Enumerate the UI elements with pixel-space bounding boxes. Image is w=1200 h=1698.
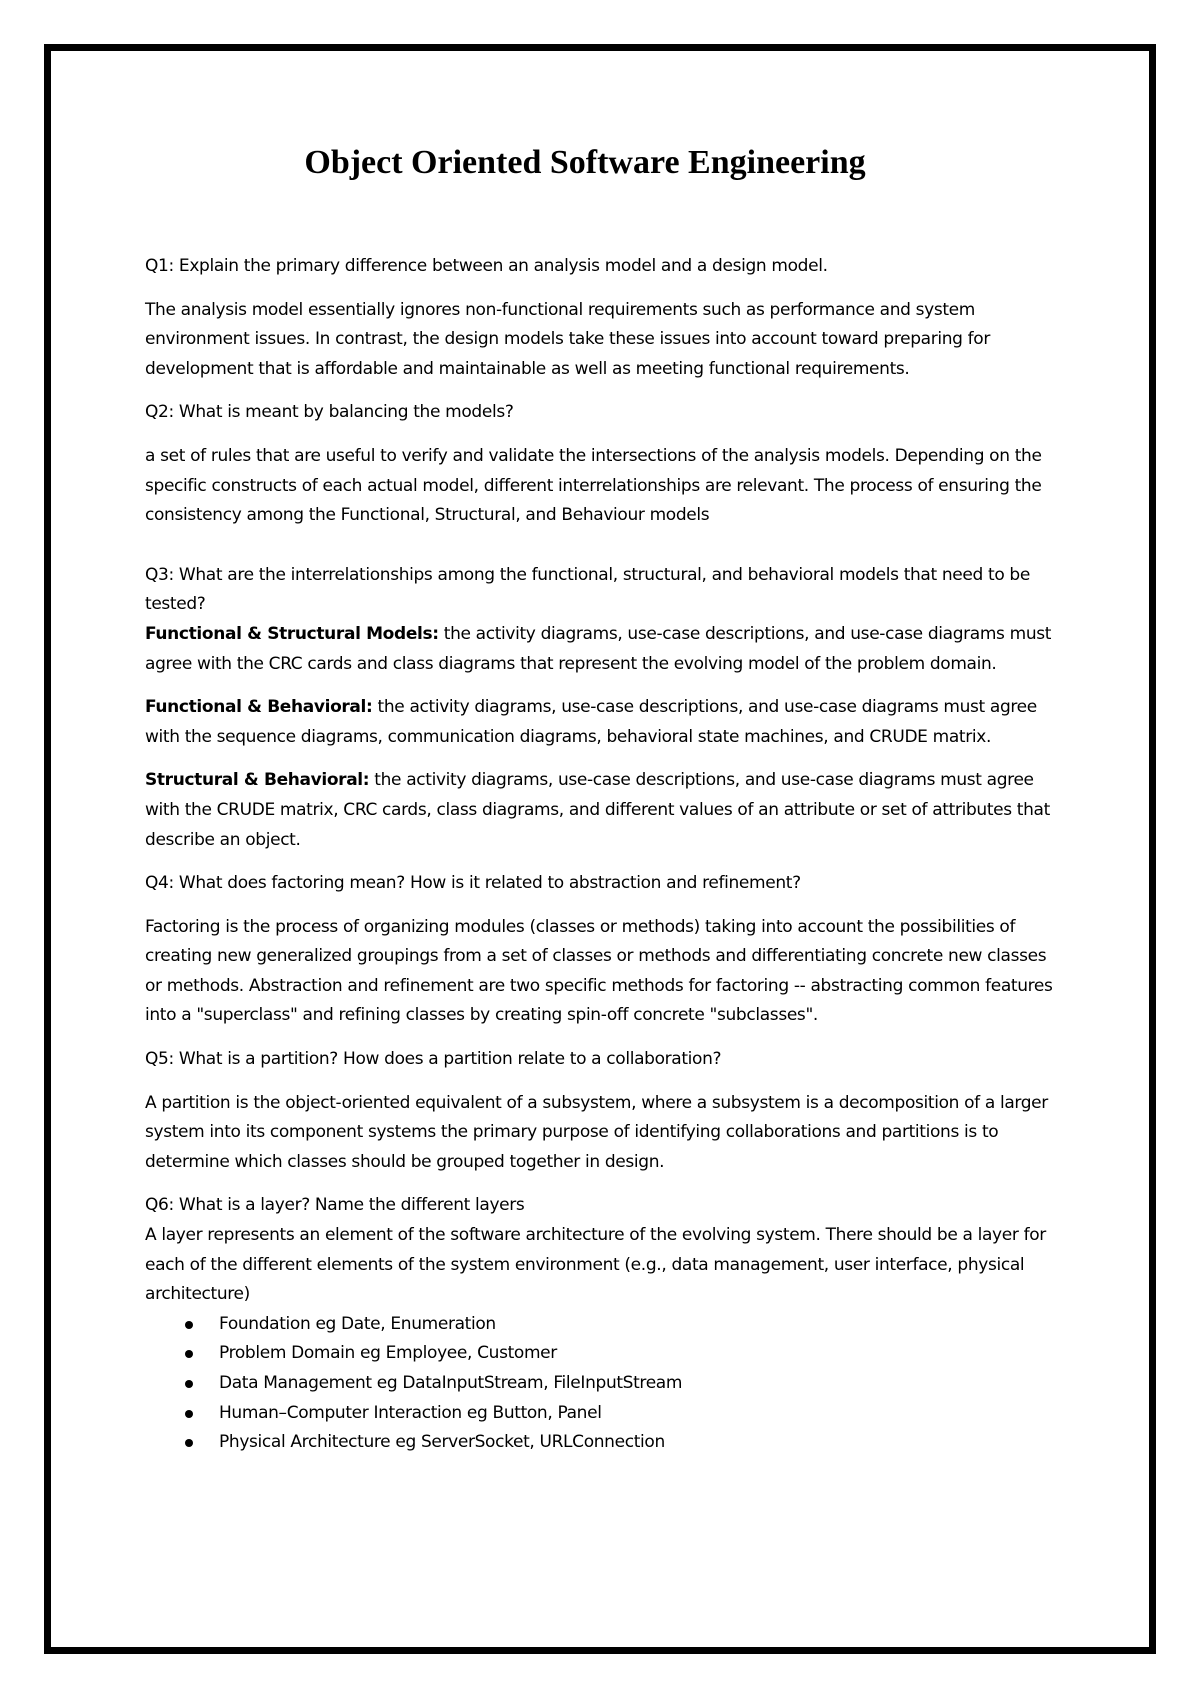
document-title: Object Oriented Software Engineering [304,144,866,181]
q6-question [145,1191,1065,1221]
list-item [185,1399,1065,1429]
q2-answer: a set of rules that are useful to verify and validate the intersections of the analysis models. Depending on the specific constructs of each actual model, different interrelationships are relevant. The process of ensuring the consistency among the Functional, Structural, and Behaviour models [145,445,1042,526]
layer-item-text: Foundation eg Date, Enumeration [219,1313,496,1334]
list-item [185,1428,1065,1458]
q2-question [145,398,1065,428]
document-body [145,144,1065,1458]
q1-question [145,252,1065,282]
q3-question-text: What are the interrelationships among the functional, structural, and behavioral models that need to be tested? [145,564,1030,615]
list-item [185,1369,1065,1399]
bullet-icon [185,1380,193,1388]
q5-answer: A partition is the object-oriented equivalent of a subsystem, where a subsystem is a decomposition of a larger system into its component systems the primary purpose of identifying collaborations and partitions is to determine which classes should be grouped together in design. [145,1092,1048,1172]
q6-question-text: What is a layer? Name the different layers [173,1195,525,1216]
layer-item-text: Human–Computer Interaction eg Button, Panel [219,1402,602,1423]
q3-structural-behavioral [145,766,1065,855]
bullet-icon [185,1350,193,1358]
layer-item-text: Problem Domain eg Employee, Customer [219,1343,557,1364]
layer-list [145,1310,1065,1458]
q3-functional-behavioral-label: Functional & Behavioral: [145,697,373,718]
q6-label: Q6: [145,1195,174,1216]
q3-structural-behavioral-text: the activity diagrams, use-case descriptions, and use-case diagrams must agree with the CRUDE matrix, CRC cards, class diagrams, and different values of an attribute or set of attributes that describe an object. [145,770,1050,850]
layer-item-text: Data Management eg DataInputStream, FileInputStream [219,1373,683,1393]
q3-functional-behavioral [145,693,1065,752]
list-item [185,1310,1065,1340]
q3-functional-structural-label: Functional & Structural Models: [145,623,439,644]
layer-item-text: Physical Architecture eg ServerSocket, URLConnection [219,1432,665,1453]
q1-label: Q1: [145,256,174,276]
q3-structural-behavioral-label: Structural & Behavioral: [145,770,370,791]
bullet-icon [185,1439,193,1447]
q2-label: Q2: [145,402,174,423]
list-item [185,1339,1065,1369]
q1-question-text: Explain the primary difference between an analysis model and a design model. [173,256,828,276]
q2-question-text: What is meant by balancing the models? [173,402,514,423]
q4-question [145,869,1065,899]
bullet-icon [185,1321,193,1329]
q3-functional-behavioral-text: the activity diagrams, use-case descriptions, and use-case diagrams must agree with the sequence diagrams, communication diagrams, behavioral state machines, and CRUDE matrix. [145,697,1037,747]
q3-functional-structural [145,620,1065,679]
q5-label: Q5: [145,1049,174,1070]
q6-answer: A layer represents an element of the software architecture of the evolving system. There should be a layer for each of the different elements of the system environment (e.g., data management, user interface, physical architecture) [145,1225,1046,1305]
q4-answer: Factoring is the process of organizing modules (classes or methods) taking into account the possibilities of creating new generalized groupings from a set of classes or methods and differentiating concrete new classes or methods. Abstraction and refinement are two specific methods for factoring -- abstracting common features into a "superclass" and refining classes by creating spin-off concrete "subclasses". [145,916,1053,1026]
q3-question [145,561,1065,620]
q4-label: Q4: [145,873,174,894]
q1-answer: The analysis model essentially ignores non-functional requirements such as performance and system environment issues. In contrast, the design models take these issues into account toward preparing for development that is affordable and maintainable as well as meeting functional requirements. [145,299,990,379]
q4-question-text: What does factoring mean? How is it related to abstraction and refinement? [173,873,801,894]
bullet-icon [185,1410,193,1418]
q5-question [145,1045,1065,1075]
q3-label: Q3: [145,564,174,585]
q3-functional-structural-text: the activity diagrams, use-case descriptions, and use-case diagrams must agree with the CRC cards and class diagrams that represent the evolving model of the problem domain. [145,623,1052,674]
q5-question-text: What is a partition? How does a partition relate to a collaboration? [173,1049,722,1070]
